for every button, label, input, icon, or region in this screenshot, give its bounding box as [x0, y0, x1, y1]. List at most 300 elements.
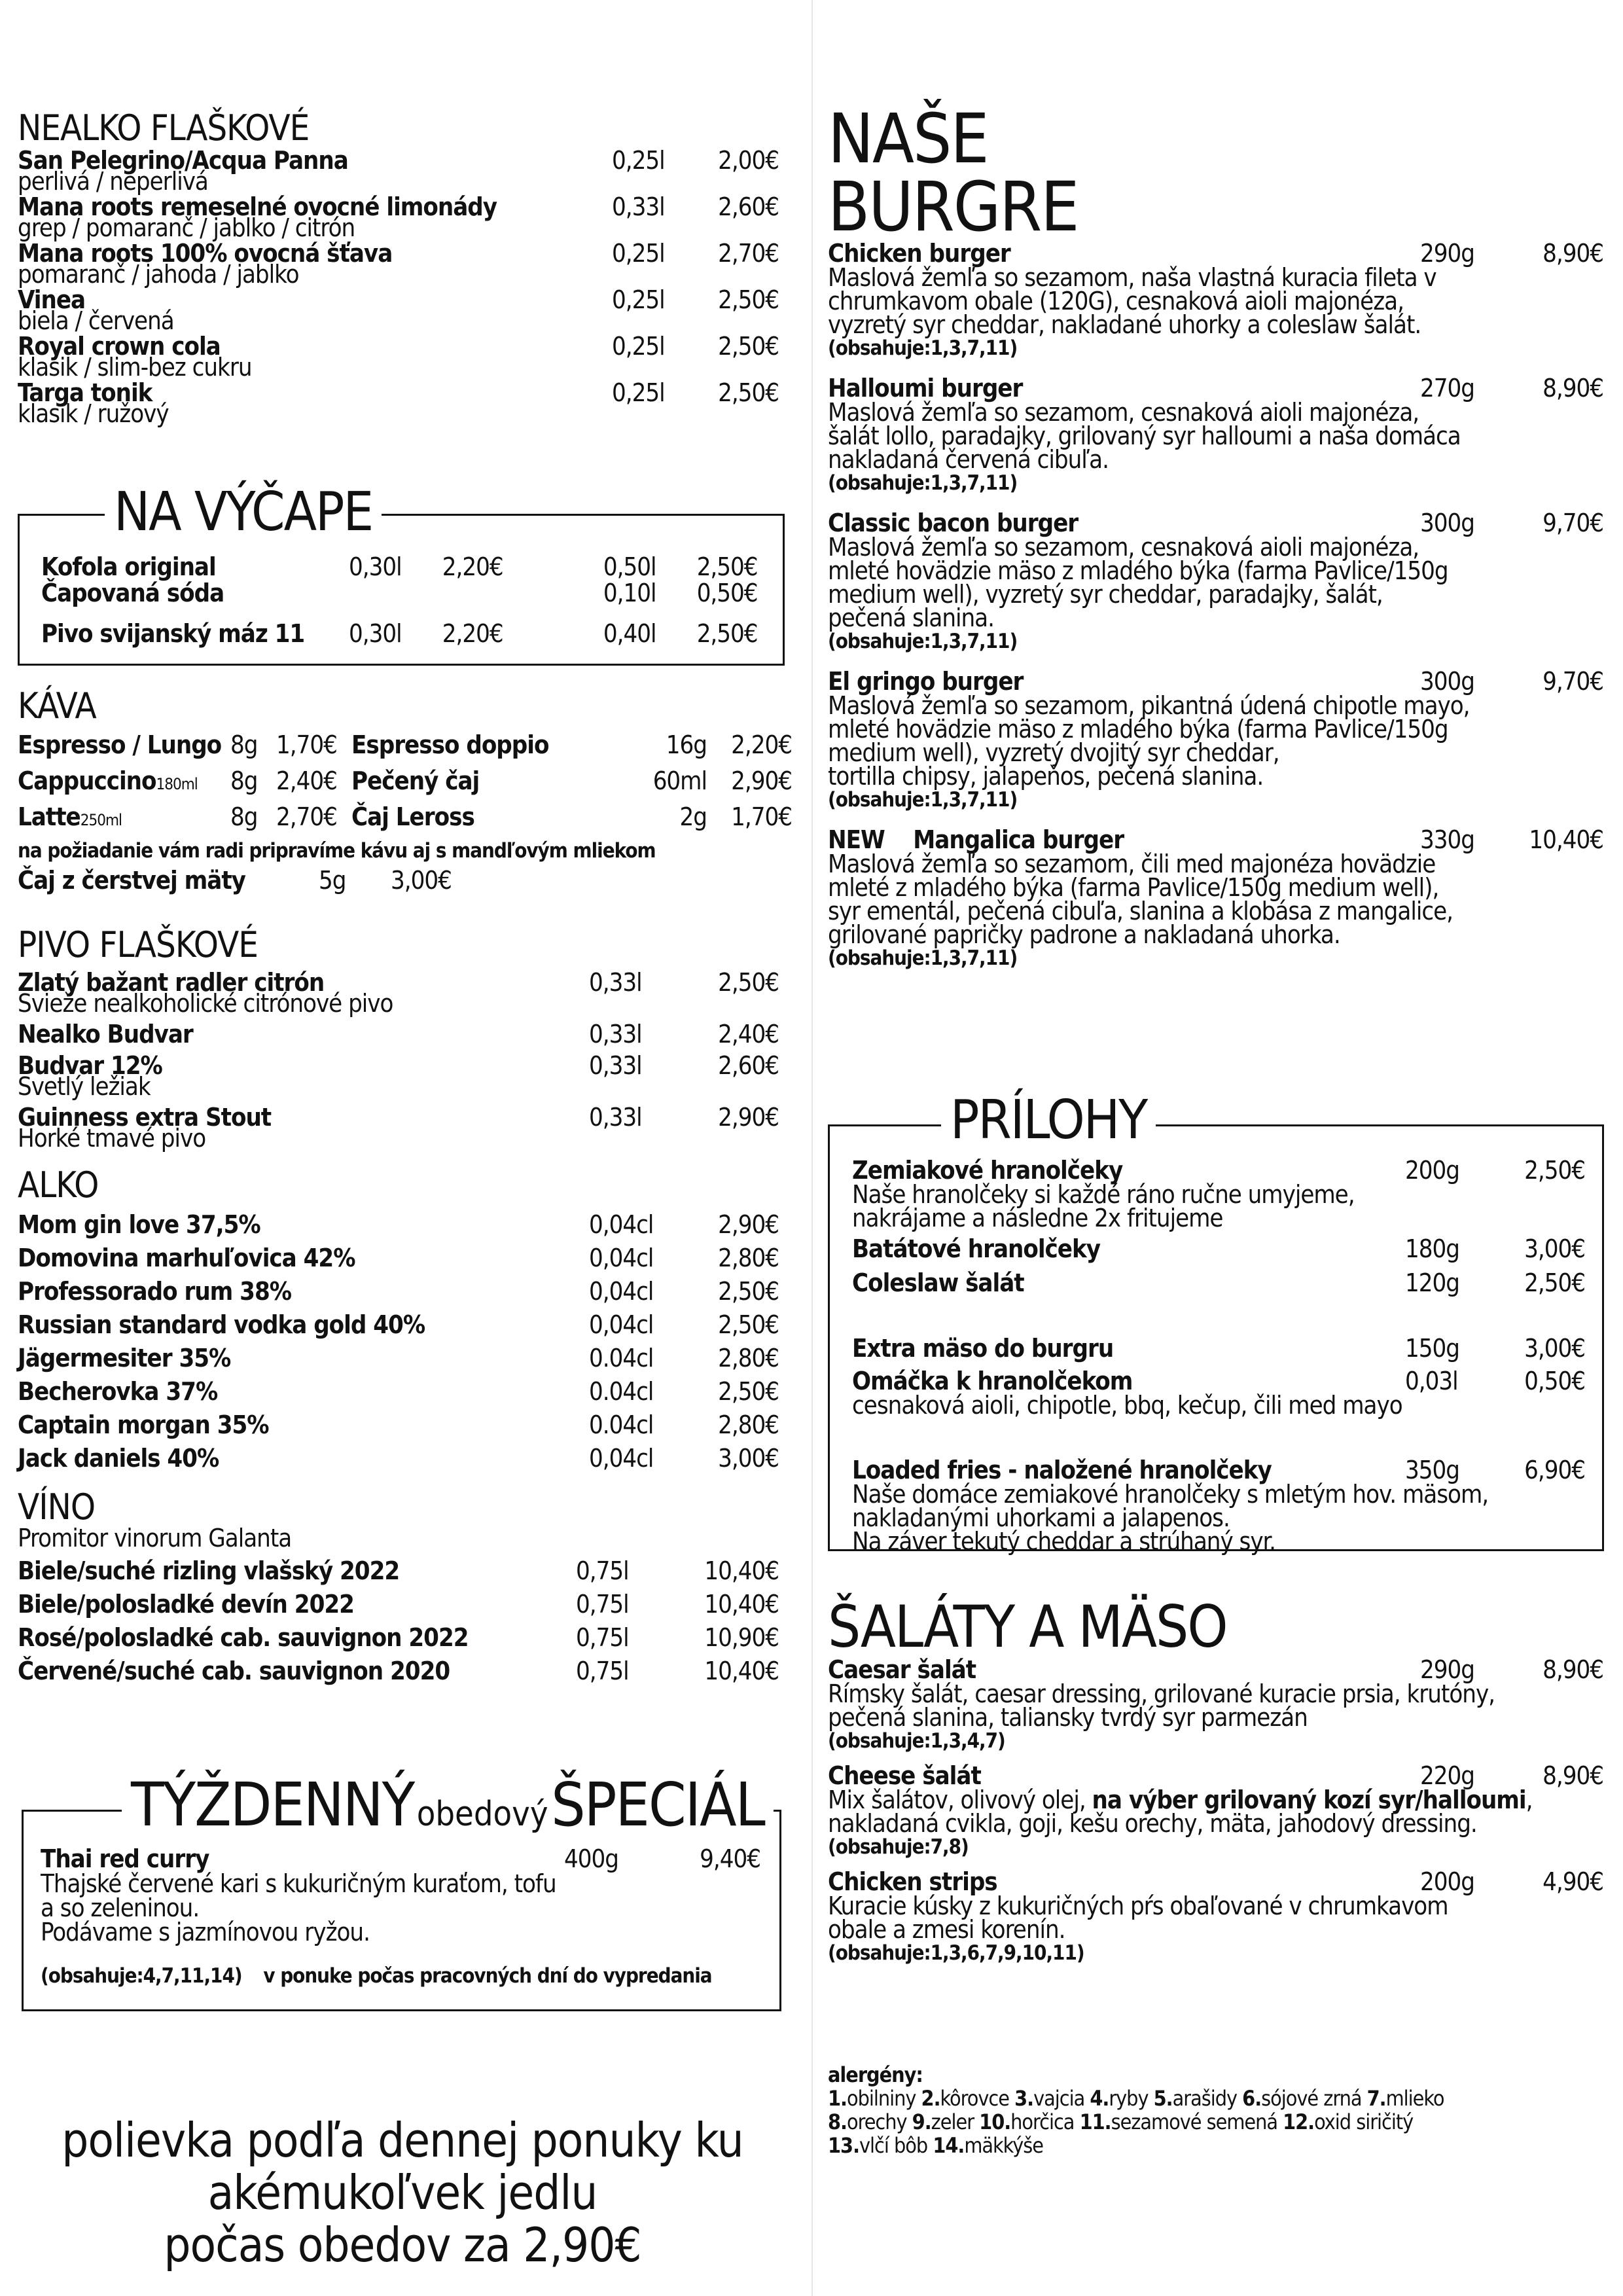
allergen-entry — [1367, 2086, 1444, 2111]
item-price-2: 2,50€ — [696, 552, 758, 581]
salat-allergens: (obsahuje:7,8) — [828, 1835, 969, 1859]
priloha-item — [852, 1236, 1585, 1261]
item-sub: Svieže nealkoholické citrónové pivo — [18, 989, 393, 1018]
kava-name — [18, 732, 230, 761]
kava-grams: 8g — [230, 802, 258, 831]
item-price: 2,80€ — [718, 1410, 779, 1439]
alko-title: ALKO — [18, 1164, 99, 1206]
allergen-entry — [828, 2109, 912, 2134]
vino-item — [18, 1658, 779, 1684]
burger-name: Classic bacon burger — [828, 509, 1079, 537]
item-price: 2,70€ — [718, 239, 779, 268]
kava-name-text: Cappuccino — [18, 766, 156, 795]
item-qty: 0,25l — [612, 378, 665, 407]
kava-extra-price: 3,00€ — [391, 866, 452, 895]
vycape-item — [41, 580, 768, 606]
allergen-entry — [1154, 2086, 1243, 2111]
burger-item — [828, 241, 1603, 360]
item-name: Pivo svijanský máz 11 — [41, 619, 305, 648]
kava-price: 2,40€ — [276, 766, 337, 795]
soup-line-2: akémukoľvek jedlu — [207, 2165, 597, 2220]
kava-extra-name: Čaj z čerstvej mäty — [18, 866, 245, 895]
burger-item — [828, 669, 1603, 812]
vycape-title: NA VÝČAPE — [105, 484, 382, 541]
kava-list — [18, 732, 792, 833]
vino-item — [18, 1624, 779, 1651]
burger-allergens: (obsahuje:1,3,7,11) — [828, 788, 1018, 812]
salat-item — [828, 1869, 1603, 1965]
item-price: 10,40€ — [704, 1556, 779, 1585]
alko-item — [18, 1445, 779, 1471]
salat-header — [828, 1763, 1603, 1788]
burger-weight: 300g — [1420, 667, 1474, 696]
burger-price: 8,90€ — [1543, 374, 1603, 403]
item-name: Mana roots 100% ovocná šťava — [18, 239, 393, 268]
prilohy-list — [852, 1156, 1585, 1556]
item-qty: 0,25l — [612, 332, 665, 361]
kava-price: 2,70€ — [276, 802, 337, 831]
burger-allergens: (obsahuje:1,3,7,11) — [828, 471, 1018, 495]
allergen-name: oxid siričitý — [1314, 2109, 1414, 2134]
salat-desc-bold: na výber grilovaný kozí syr/halloumi — [1092, 1785, 1526, 1814]
burger-header — [828, 376, 1603, 401]
item-price: 2,50€ — [718, 968, 779, 997]
priloha-price: 6,90€ — [1524, 1456, 1585, 1484]
burger-desc-line: Maslová žemľa so sezamom, cesnaková aioli majonéza, — [828, 533, 1419, 562]
item-qty: 0,33l — [612, 192, 665, 221]
priloha-name: Omáčka k hranolčekom — [852, 1367, 1133, 1395]
priloha-desc-line: Naše hranolčeky si každé ráno ručne umyjeme, — [852, 1180, 1355, 1209]
kava-name-2: Čaj Leross — [351, 802, 474, 831]
column-divider — [812, 0, 813, 2296]
item-price-2: 2,50€ — [696, 619, 758, 648]
item-qty: 0.04cl — [589, 1377, 654, 1406]
item-name: Mom gin love 37,5% — [18, 1210, 260, 1239]
item-qty: 0.04cl — [589, 1410, 654, 1439]
item-price: 2,50€ — [718, 1377, 779, 1406]
allergen-name: obilniny — [846, 2086, 921, 2111]
allergen-number: 7. — [1366, 2086, 1386, 2111]
special-price: 9,40€ — [700, 1844, 760, 1873]
kava-grams-2: 16g — [666, 730, 707, 759]
item-sub: perlivá / neperlivá — [18, 167, 208, 196]
alko-item — [18, 1412, 779, 1438]
salaty-list — [828, 1657, 1603, 1965]
burger-desc-line: vyzretý syr cheddar, nakladané uhorky a coleslaw šalát. — [828, 310, 1421, 339]
item-qty-2: 0,40l — [603, 619, 656, 648]
special-note: v ponuke počas pracovných dní do vypredania — [263, 1964, 712, 1988]
allergen-number: 13. — [828, 2133, 859, 2158]
item-name: San Pelegrino/Acqua Panna — [18, 146, 348, 175]
burger-desc-line: mleté hovädzie mäso z mladého býka (farma Pavlice/150g — [828, 556, 1448, 585]
soup-offer — [39, 2114, 766, 2271]
nealko-title: NEALKO FLAŠKOVÉ — [18, 107, 310, 149]
item-qty: 0,04cl — [589, 1444, 654, 1473]
burger-desc-line: tortilla chipsy, jalapeňos, pečená slanina. — [828, 762, 1264, 791]
priloha-price: 2,50€ — [1524, 1156, 1585, 1185]
item-sub: klasik / slim-bez cukru — [18, 353, 252, 382]
priloha-name: Coleslaw šalát — [852, 1268, 1024, 1297]
allergen-number: 14. — [933, 2133, 965, 2158]
burger-desc-line: Maslová žemľa so sezamom, naša vlastná kuracia fileta v — [828, 263, 1436, 292]
salat-desc-line — [828, 1785, 1603, 1814]
item-name: Professorado rum 38% — [18, 1277, 292, 1306]
priloha-item — [852, 1458, 1585, 1482]
kava-row — [18, 768, 792, 797]
soup-line-1: polievka podľa dennej ponuky ku — [62, 2113, 743, 2168]
kava-row — [18, 732, 792, 761]
kava-price: 1,70€ — [276, 730, 337, 759]
item-name: Becherovka 37% — [18, 1377, 218, 1406]
kava-grams-2: 2g — [679, 802, 707, 831]
burgers-title-2: BURGRE — [828, 167, 1079, 247]
item-name: Captain morgan 35% — [18, 1410, 269, 1439]
salat-name: Cheese šalát — [828, 1761, 981, 1790]
allergen-entry — [979, 2109, 1079, 2134]
priloha-desc-line: Naše domáce zemiakové hranolčeky s mletým hov. mäsom, — [852, 1480, 1489, 1509]
allergen-name: ryby — [1109, 2086, 1154, 2111]
priloha-qty: 200g — [1405, 1156, 1459, 1185]
burger-weight: 270g — [1420, 374, 1474, 403]
burger-price: 9,70€ — [1543, 509, 1603, 537]
salat-price: 4,90€ — [1543, 1867, 1603, 1896]
kava-price-2: 1,70€ — [731, 802, 792, 831]
kava-name-text: Espresso / Lungo — [18, 730, 222, 759]
item-qty-2: 0,50l — [603, 552, 656, 581]
burger-desc-line: medium well), vyzretý syr cheddar, paradajky, šalát, — [828, 580, 1383, 609]
priloha-qty: 120g — [1405, 1268, 1459, 1297]
item-price: 2,80€ — [718, 1244, 779, 1272]
item-name: Zlatý bažant radler citrón — [18, 968, 325, 997]
priloha-name: Extra mäso do burgru — [852, 1334, 1114, 1363]
kava-price-2: 2,20€ — [731, 730, 792, 759]
vino-subtitle: Promitor vinorum Galanta — [18, 1524, 292, 1552]
item-sub: Horké tmavé pivo — [18, 1124, 206, 1153]
special-allergens: (obsahuje:4,7,11,14) — [41, 1964, 242, 1988]
item-qty-2: 0,10l — [603, 579, 656, 607]
item-name: Rosé/polosladké cab. sauvignon 2022 — [18, 1623, 469, 1652]
item-price: 10,90€ — [704, 1623, 779, 1652]
allergen-name: kôrovce — [940, 2086, 1015, 2111]
burger-item — [828, 376, 1603, 495]
priloha-price: 2,50€ — [1524, 1268, 1585, 1297]
special-name: Thai red curry — [41, 1844, 209, 1873]
kava-title: KÁVA — [18, 685, 96, 726]
item-price: 10,40€ — [704, 1590, 779, 1619]
kava-note: na požiadanie vám radi pripravíme kávu aj s mandľovým mliekom — [18, 839, 656, 863]
priloha-price: 0,50€ — [1524, 1367, 1585, 1395]
burger-name: NEW Mangalica burger — [828, 825, 1124, 854]
item-price: 2,00€ — [718, 146, 779, 175]
item-qty: 0,33l — [589, 1051, 642, 1080]
special-footer — [41, 1964, 767, 1988]
kava-price-2: 2,90€ — [731, 766, 792, 795]
item-qty: 0,75l — [576, 1556, 629, 1585]
allergen-entry — [828, 2133, 933, 2158]
pivo-item — [18, 1021, 779, 1047]
salat-desc-c: , — [1525, 1785, 1533, 1814]
burger-header — [828, 827, 1603, 852]
burger-name: El gringo burger — [828, 667, 1024, 696]
alko-item — [18, 1378, 779, 1405]
burger-desc-line: mleté hovädzie mäso z mladého býka (farma Pavlice/150g — [828, 715, 1448, 744]
allergen-name: vlčí bôb — [859, 2133, 933, 2158]
allergen-name: sójové zrná — [1261, 2086, 1367, 2111]
item-qty: 0,33l — [589, 1020, 642, 1049]
special-desc2: a so zeleninou. — [41, 1893, 200, 1922]
burger-allergens: (obsahuje:1,3,7,11) — [828, 336, 1018, 360]
burger-allergens: (obsahuje:1,3,7,11) — [828, 946, 1018, 970]
allergen-number: 2. — [921, 2086, 940, 2111]
priloha-qty: 350g — [1405, 1456, 1459, 1484]
salat-weight: 200g — [1420, 1867, 1474, 1896]
burger-item — [828, 827, 1603, 970]
salat-item — [828, 1657, 1603, 1753]
kava-volume: 180ml — [156, 775, 198, 793]
prilohy-title-text: PRÍLOHY — [950, 1089, 1147, 1151]
allergen-entry — [1283, 2109, 1413, 2134]
prilohy-title — [941, 1089, 1156, 1151]
priloha-desc-line: cesnaková aioli, chipotle, bbq, kečup, čili med mayo — [852, 1391, 1402, 1420]
allergen-name: vajcia — [1033, 2086, 1090, 2111]
burger-desc-line: chrumkavom obale (120G), cesnaková aioli majonéza, — [828, 287, 1404, 315]
item-qty: 0,25l — [612, 239, 665, 268]
item-name: Jack daniels 40% — [18, 1444, 219, 1473]
burger-header — [828, 241, 1603, 266]
pivo-title: PIVO FLAŠKOVÉ — [18, 924, 258, 965]
priloha-desc-line: nakladanými uhorkami a jalapenos. — [852, 1503, 1230, 1532]
item-price-1: 2,20€ — [442, 619, 503, 648]
priloha-desc-line: nakrájame a následne 2x fritujeme — [852, 1204, 1223, 1232]
item-sub: biela / červená — [18, 306, 174, 335]
allergen-name: zeler — [931, 2109, 980, 2134]
special-item — [41, 1846, 760, 1872]
salat-price: 8,90€ — [1543, 1655, 1603, 1684]
item-name: Domovina marhuľovica 42% — [18, 1244, 355, 1272]
burger-name: Chicken burger — [828, 239, 1010, 268]
salat-weight: 220g — [1420, 1761, 1474, 1790]
alergeny-title: alergény: — [828, 2062, 923, 2087]
vycape-item — [41, 620, 768, 647]
item-price: 2,50€ — [718, 1310, 779, 1339]
item-qty: 0,33l — [589, 968, 642, 997]
allergen-entry — [912, 2109, 979, 2134]
allergen-number: 6. — [1242, 2086, 1262, 2111]
salat-desc-line: obale a zmesi korenín. — [828, 1915, 1065, 1944]
item-qty: 0,75l — [576, 1590, 629, 1619]
priloha-item — [852, 1336, 1585, 1361]
item-name: Targa tonik — [18, 378, 152, 407]
vino-item — [18, 1591, 779, 1617]
burgers-title-1: NAŠE — [828, 99, 988, 179]
lower-left — [18, 687, 792, 1684]
special-desc1: Thajské červené kari s kukuričným kuraťom, tofu — [41, 1869, 556, 1898]
burger-name: Halloumi burger — [828, 374, 1023, 403]
burger-desc-line: medium well), vyzretý dvojitý syr cheddar, — [828, 738, 1279, 767]
alko-item — [18, 1312, 779, 1338]
vino-title: VÍNO — [18, 1486, 96, 1528]
kava-grams-2: 60ml — [652, 766, 707, 795]
vino-item — [18, 1558, 779, 1584]
item-qty: 0,04cl — [589, 1244, 654, 1272]
item-qty: 0,25l — [612, 285, 665, 314]
item-price: 2,50€ — [718, 332, 779, 361]
item-qty: 0,33l — [589, 1103, 642, 1132]
salat-weight: 290g — [1420, 1655, 1474, 1684]
special-desc3: Podávame s jazmínovou ryžou. — [41, 1918, 370, 1946]
vino-list — [18, 1558, 792, 1684]
salat-item — [828, 1763, 1603, 1859]
burger-desc-line: pečená slanina. — [828, 603, 994, 632]
kava-name-2: Pečený čaj — [351, 766, 480, 795]
item-name: Mana roots remeselné ovocné limonády — [18, 192, 497, 221]
item-qty-1: 0,30l — [349, 619, 402, 648]
salat-header — [828, 1869, 1603, 1894]
burger-desc-line: Maslová žemľa so sezamom, cesnaková aioli majonéza, — [828, 398, 1419, 427]
allergen-name: orechy — [846, 2109, 912, 2134]
item-price: 2,50€ — [718, 1277, 779, 1306]
allergen-name: mäkkýše — [964, 2133, 1043, 2158]
priloha-qty: 150g — [1405, 1334, 1459, 1363]
allergen-entry — [933, 2133, 1043, 2158]
prilohy-box — [828, 1089, 1604, 1556]
item-sub: grep / pomaranč / jablko / citrón — [18, 213, 355, 242]
item-price: 2,50€ — [718, 378, 779, 407]
priloha-item — [852, 1270, 1585, 1295]
burger-price: 10,40€ — [1529, 825, 1603, 854]
item-qty: 0,25l — [612, 146, 665, 175]
allergen-number: 5. — [1153, 2086, 1173, 2111]
special-qty: 400g — [564, 1844, 618, 1873]
item-qty: 0.04cl — [589, 1344, 654, 1372]
item-price: 2,40€ — [718, 1020, 779, 1049]
salat-desc-line: Kuracie kúsky z kukuričných pŕs obaľované v chrumkavom — [828, 1892, 1448, 1920]
burger-weight: 290g — [1420, 239, 1474, 268]
priloha-qty: 0,03l — [1405, 1367, 1458, 1395]
salat-header — [828, 1657, 1603, 1682]
burger-price: 8,90€ — [1543, 239, 1603, 268]
kava-name — [18, 804, 230, 833]
item-name: Biele/suché rizling vlašský 2022 — [18, 1556, 400, 1585]
burger-allergens: (obsahuje:1,3,7,11) — [828, 630, 1018, 653]
allergen-number: 8. — [828, 2109, 847, 2134]
item-qty: 0,04cl — [589, 1277, 654, 1306]
item-sub: Svetlý ležiak — [18, 1072, 151, 1101]
item-price: 2,90€ — [718, 1210, 779, 1239]
vycape-item — [41, 554, 768, 580]
burger-list — [828, 241, 1603, 970]
item-qty: 0,04cl — [589, 1310, 654, 1339]
kava-extra-qty: 5g — [319, 866, 346, 895]
allergen-number: 3. — [1014, 2086, 1034, 2111]
priloha-price: 3,00€ — [1524, 1334, 1585, 1363]
item-name: Vinea — [18, 285, 86, 314]
item-price: 10,40€ — [704, 1657, 779, 1685]
item-price: 2,50€ — [718, 285, 779, 314]
item-price: 3,00€ — [718, 1444, 779, 1473]
priloha-desc-line: Na záver tekutý cheddar a strúhaný syr. — [852, 1527, 1275, 1556]
burger-price: 9,70€ — [1543, 667, 1603, 696]
kava-grams: 8g — [230, 730, 258, 759]
kava-name — [18, 768, 230, 797]
priloha-price: 3,00€ — [1524, 1234, 1585, 1263]
item-name: Biele/polosladké devín 2022 — [18, 1590, 354, 1619]
priloha-item — [852, 1158, 1585, 1183]
alko-item — [18, 1245, 779, 1271]
right-column — [828, 99, 1603, 970]
burger-weight: 300g — [1420, 509, 1474, 537]
item-name: Royal crown cola — [18, 332, 221, 361]
salat-allergens: (obsahuje:1,3,4,7) — [828, 1729, 1005, 1753]
priloha-item — [852, 1369, 1585, 1393]
allergen-entry — [921, 2086, 1015, 2111]
burger-desc-line: Maslová žemľa so sezamom, pikantná údená chipotle mayo, — [828, 691, 1470, 720]
burger-header — [828, 511, 1603, 535]
burger-desc-line: nakladaná červená cibuľa. — [828, 445, 1109, 474]
allergen-entry — [1090, 2086, 1153, 2111]
kava-volume: 250ml — [80, 811, 122, 829]
alko-list — [18, 1211, 792, 1471]
burger-desc-line: syr ementál, pečená cibuľa, slanina a klobása z mangalice, — [828, 897, 1454, 925]
allergen-name: sezamové semená — [1111, 2109, 1283, 2134]
priloha-name: Loaded fries - naložené hranolčeky — [852, 1456, 1272, 1484]
burger-weight: 330g — [1420, 825, 1474, 854]
soup-line-3: počas obedov za 2,90€ — [164, 2217, 641, 2272]
burger-desc-line: Maslová žemľa so sezamom, čili med majonéza hovädzie — [828, 850, 1436, 878]
item-price-2: 0,50€ — [696, 579, 758, 607]
item-name: Budvar 12% — [18, 1051, 162, 1080]
item-price: 2,80€ — [718, 1344, 779, 1372]
burger-desc-line: grilované papričky padrone a nakladaná uhorka. — [828, 920, 1340, 949]
special-title-c: ŠPECIÁL — [551, 1770, 764, 1840]
burger-desc-line: šalát lollo, paradajky, grilovaný syr halloumi a naša domáca — [828, 422, 1461, 450]
item-name: Kofola original — [41, 552, 216, 581]
priloha-name: Zemiakové hranolčeky — [852, 1156, 1123, 1185]
item-name: Čapovaná sóda — [41, 579, 224, 607]
burger-item — [828, 511, 1603, 653]
item-qty: 0,04cl — [589, 1210, 654, 1239]
allergen-number: 10. — [979, 2109, 1011, 2134]
item-name: Russian standard vodka gold 40% — [18, 1310, 425, 1339]
burger-header — [828, 669, 1603, 694]
vycape-box — [18, 481, 785, 666]
kava-grams: 8g — [230, 766, 258, 795]
special-title — [122, 1772, 774, 1855]
priloha-name: Batátové hranolčeky — [852, 1234, 1101, 1263]
salat-name: Chicken strips — [828, 1867, 997, 1896]
item-name: Červené/suché cab. sauvignon 2020 — [18, 1657, 450, 1685]
allergen-name: mlieko — [1385, 2086, 1444, 2111]
allergen-entry — [828, 2086, 921, 2111]
burger-desc-line: mleté z mladého býka (farma Pavlice/150g medium well), — [828, 873, 1439, 902]
allergen-number: 12. — [1283, 2109, 1315, 2134]
kava-name-text: Latte — [18, 802, 80, 831]
special-title-a: TÝŽDENNÝ — [131, 1770, 414, 1840]
allergen-number: 4. — [1090, 2086, 1109, 2111]
allergen-entry — [1242, 2086, 1366, 2111]
item-price: 2,60€ — [718, 192, 779, 221]
item-price-1: 2,20€ — [442, 552, 503, 581]
allergen-number: 9. — [912, 2109, 931, 2134]
item-price: 2,60€ — [718, 1051, 779, 1080]
item-name: Guinness extra Stout — [18, 1103, 272, 1132]
alko-item — [18, 1211, 779, 1238]
kava-row — [18, 804, 792, 833]
special-title-b: obedový — [416, 1795, 548, 1834]
salat-desc-line: pečená slanina, taliansky tvrdý syr parmezán — [828, 1703, 1308, 1732]
item-sub: pomaranč / jahoda / jablko — [18, 260, 299, 289]
alergeny-list — [828, 2087, 1554, 2157]
